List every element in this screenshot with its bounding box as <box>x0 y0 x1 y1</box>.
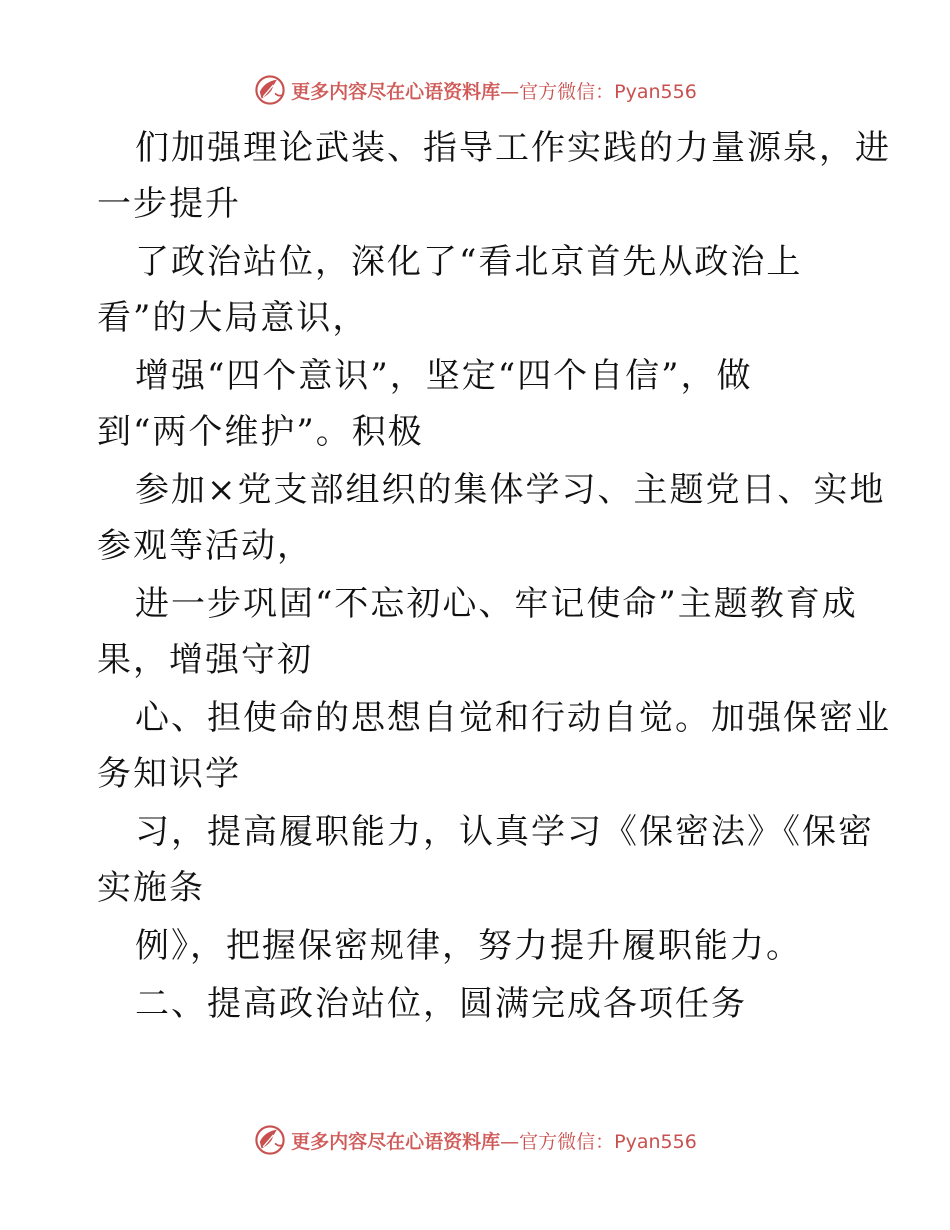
section-heading: 二、提高政治站位，圆满完成各项任务 <box>135 984 747 1024</box>
body-line: 进一步巩固“不忘初心、牢记使命”主题教育成 <box>135 584 858 624</box>
body-line: 看”的大局意识， <box>97 298 369 338</box>
body-line: 务知识学 <box>97 754 241 794</box>
body-line: 心、担使命的思想自觉和行动自觉。加强保密业 <box>135 698 891 738</box>
body-line: 到“两个维护”。积极 <box>97 412 424 452</box>
body-line: 了政治站位，深化了“看北京首先从政治上 <box>135 242 803 282</box>
document-body <box>97 120 891 1032</box>
body-line: 习，提高履职能力，认真学习《保密法》《保密 <box>135 812 874 852</box>
body-line: 参加×党支部组织的集体学习、主题党日、实地 <box>135 470 886 510</box>
footer-watermark <box>0 1120 950 1160</box>
watermark-text: 更多内容尽在心语资料库—官方微信：Pyan556 <box>291 80 697 103</box>
body-line: 一步提升 <box>97 184 241 224</box>
header-watermark <box>0 70 950 110</box>
pen-nib-logo-icon <box>253 1123 287 1157</box>
pen-nib-logo-icon <box>253 73 287 107</box>
body-line: 实施条 <box>97 868 205 908</box>
body-line: 增强“四个意识”，坚定“四个自信”，做 <box>135 356 753 396</box>
body-line: 们加强理论武装、指导工作实践的力量源泉，进 <box>135 128 891 168</box>
body-line: 参观等活动， <box>97 526 313 566</box>
body-line: 果，增强守初 <box>97 640 313 680</box>
watermark-text: 更多内容尽在心语资料库—官方微信：Pyan556 <box>291 1130 697 1153</box>
body-line: 例》，把握保密规律，努力提升履职能力。 <box>135 926 802 966</box>
